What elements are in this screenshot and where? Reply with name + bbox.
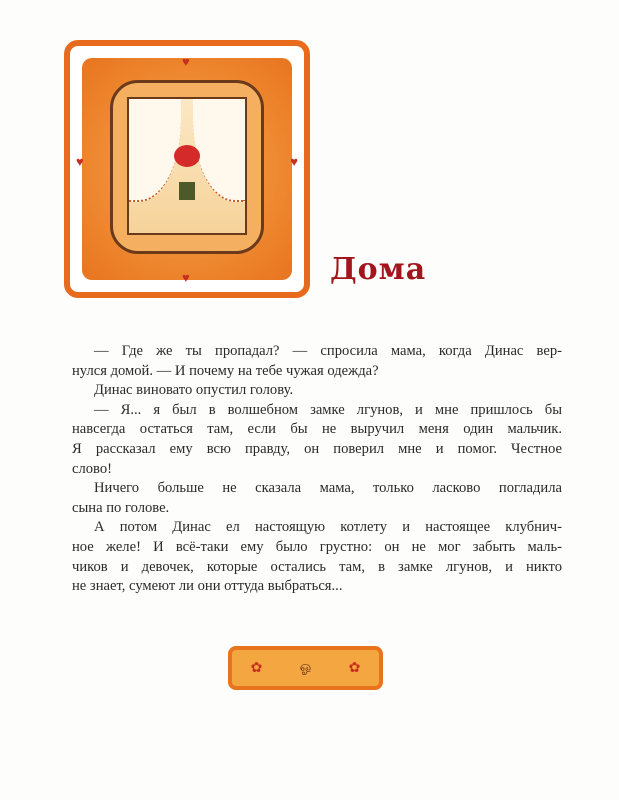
decorative-ornament: [228, 646, 383, 690]
text-line: — Я... я был в волшебном замке лгунов, и мне пришлось бы: [94, 401, 562, 418]
flower-pot: [179, 182, 195, 200]
window-illustration: [64, 40, 310, 298]
heart-icon: ♥: [76, 154, 84, 169]
chapter-title: Дома: [330, 252, 427, 287]
text-line: Динас виновато опустил голову.: [94, 382, 294, 399]
text-line: чиков и девочек, которые остались там, в замке лгунов, и никто: [72, 558, 562, 575]
flower-icon: ✿: [250, 660, 263, 676]
text-line: Я рассказал ему всю правду, он поверил мне и помог. Честное: [72, 440, 562, 457]
swirl-icon: ஓ: [299, 659, 312, 675]
curtain-left: [129, 99, 181, 202]
heart-icon: ♥: [182, 270, 190, 285]
text-line: слово!: [72, 460, 113, 477]
text-line: — Где же ты пропадал? — спросила мама, когда Динас вер-: [94, 343, 562, 359]
heart-icon: ♥: [182, 54, 190, 69]
heart-icon: ♥: [290, 154, 298, 169]
text-line: ное желе! И всё-таки ему было грустно: он не мог забыть маль-: [72, 538, 562, 555]
curtain-right: [193, 99, 245, 202]
text-line: не знает, сумеют ли они оттуда выбраться...: [72, 578, 343, 595]
text-line: нулся домой. — И почему на тебе чужая одежда?: [72, 362, 379, 379]
body-text: [72, 342, 562, 597]
text-line: сына по голове.: [72, 499, 170, 516]
flower-icon: [174, 145, 200, 167]
flower-icon: ✿: [348, 660, 361, 676]
text-line: Ничего больше не сказала мама, только ласково погладила: [94, 480, 562, 497]
text-line: навсегда остаться там, если бы не выручил меня один мальчик.: [72, 421, 562, 438]
text-line: А потом Динас ел настоящую котлету и настоящее клубнич-: [94, 519, 562, 536]
